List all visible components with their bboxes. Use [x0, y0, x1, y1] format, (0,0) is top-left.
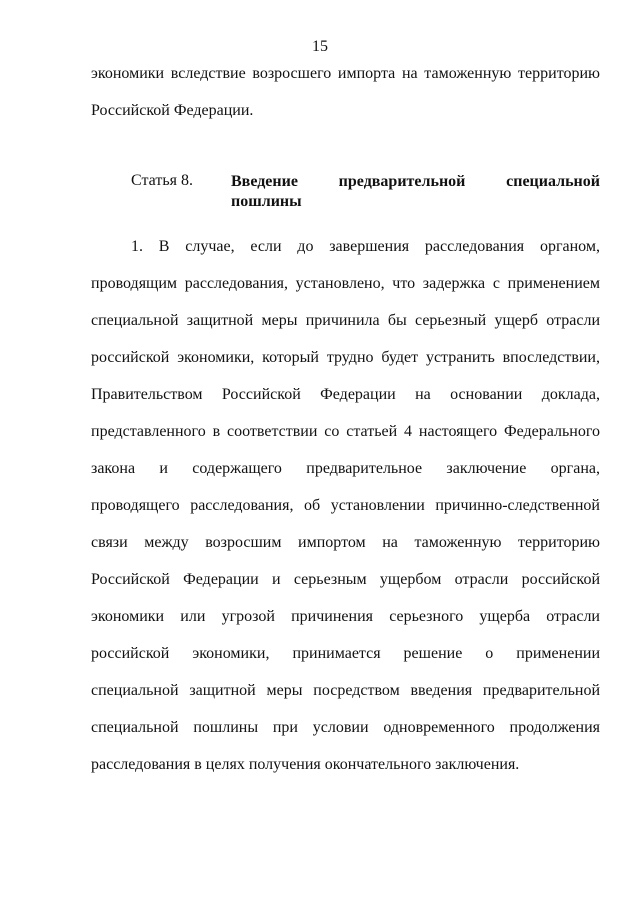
- paragraph-line: российской экономики, который трудно будет устранить впоследствии,: [91, 349, 600, 366]
- paragraph-line: российской экономики, принимается решение о применении: [91, 645, 600, 662]
- paragraph-line: закона и содержащего предварительное заключение органа,: [91, 460, 600, 477]
- paragraph-line: Правительством Российской Федерации на основании доклада,: [91, 386, 600, 403]
- paragraph-line: проводящего расследования, об установлении причинно-следственной: [91, 497, 600, 514]
- article-title-line-1: Введение предварительной специальной: [231, 173, 600, 190]
- paragraph-line: представленного в соответствии со статьей 4 настоящего Федерального: [91, 423, 600, 440]
- paragraph-line: проводящим расследования, установлено, что задержка с применением: [91, 275, 600, 292]
- intro-line-1: экономики вследствие возросшего импорта на таможенную территорию: [91, 65, 600, 82]
- paragraph-line: 1. В случае, если до завершения расследования органом,: [131, 238, 600, 255]
- page-number: 15: [312, 38, 328, 55]
- intro-line-2: Российской Федерации.: [91, 102, 254, 119]
- paragraph-line: расследования в целях получения окончательного заключения.: [91, 756, 520, 773]
- paragraph-line: Российской Федерации и серьезным ущербом отрасли российской: [91, 571, 600, 588]
- article-label: Статья 8.: [131, 172, 193, 189]
- paragraph-line: связи между возросшим импортом на таможенную территорию: [91, 534, 600, 551]
- paragraph-line: специальной пошлины при условии одновременного продолжения: [91, 719, 600, 736]
- paragraph-line: специальной защитной меры причинила бы серьезный ущерб отрасли: [91, 312, 600, 329]
- paragraph-line: экономики или угрозой причинения серьезного ущерба отрасли: [91, 608, 600, 625]
- paragraph-line: специальной защитной меры посредством введения предварительной: [91, 682, 600, 699]
- article-title-line-2: пошлины: [231, 193, 302, 210]
